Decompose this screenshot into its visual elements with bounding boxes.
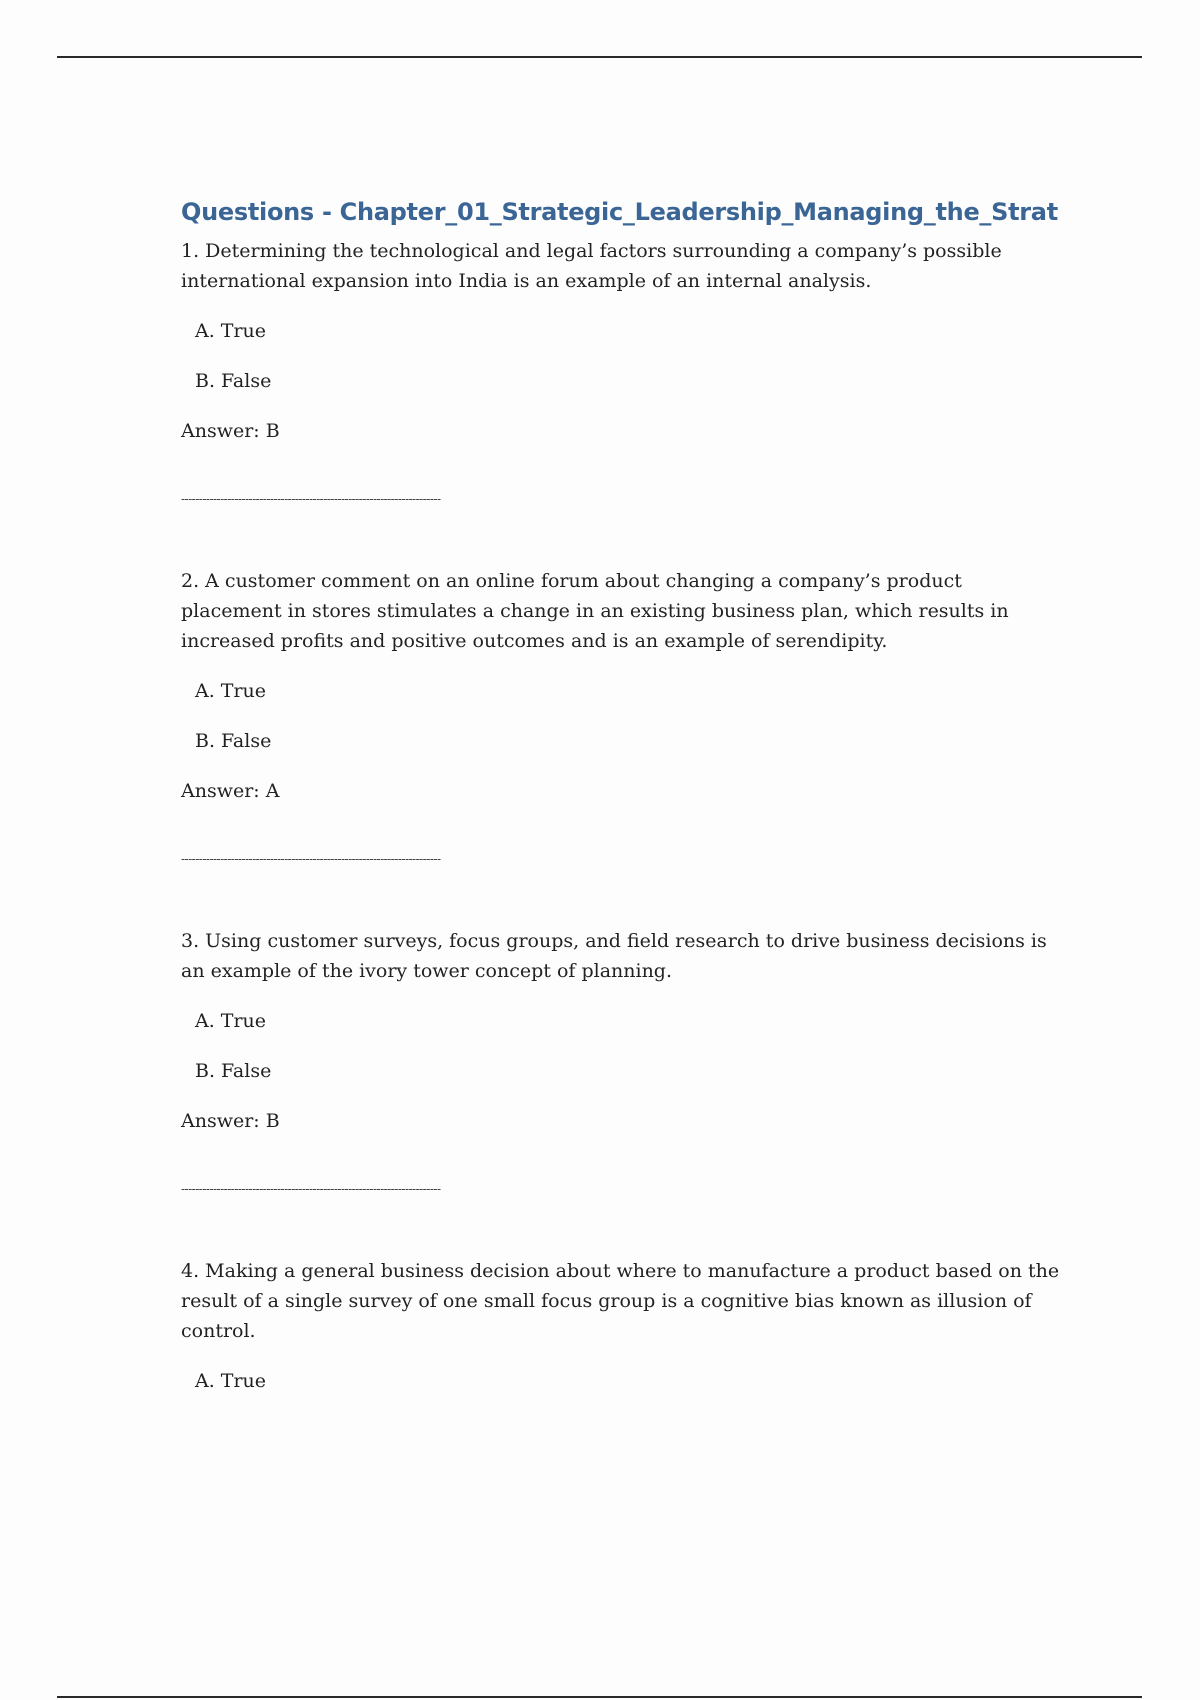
- document-content: [181, 194, 1061, 1396]
- question-text: 2. A customer comment on an online forum about changing a company’s product placement in stores stimulates a change in an existing business plan, which results in increased profits and positive outcomes and is an example of serendipity.: [181, 570, 1009, 652]
- document-title: Questions - Chapter_01_Strategic_Leadership_Managing_the_Strat: [181, 198, 1058, 226]
- question-3: [181, 926, 1061, 1136]
- header-rule: [57, 56, 1142, 58]
- footer-rule: [57, 1696, 1142, 1698]
- question-text: 4. Making a general business decision about where to manufacture a product based on the result of a single survey of one small focus group is a cognitive bias known as illusion of control.: [181, 1260, 1060, 1342]
- option-a: A. True: [195, 1370, 267, 1392]
- question-separator: -------------------------------------------------------------------------: [181, 852, 441, 866]
- option-b: B. False: [195, 370, 272, 392]
- option-a: A. True: [195, 680, 267, 702]
- answer-line: Answer: B: [181, 420, 280, 442]
- question-2: [181, 566, 1061, 806]
- option-b: B. False: [195, 730, 272, 752]
- option-a: A. True: [195, 1010, 267, 1032]
- question-separator: -------------------------------------------------------------------------: [181, 492, 441, 506]
- question-text: 3. Using customer surveys, focus groups, and field research to drive business decisions is an example of the ivory tower concept of planning.: [181, 930, 1047, 982]
- option-b: B. False: [195, 1060, 272, 1082]
- answer-line: Answer: B: [181, 1110, 280, 1132]
- question-text: 1. Determining the technological and legal factors surrounding a company’s possible international expansion into India is an example of an internal analysis.: [181, 240, 1002, 292]
- option-a: A. True: [195, 320, 267, 342]
- question-separator: -------------------------------------------------------------------------: [181, 1182, 441, 1196]
- question-4: [181, 1256, 1061, 1396]
- answer-line: Answer: A: [181, 780, 280, 802]
- question-1: [181, 236, 1061, 446]
